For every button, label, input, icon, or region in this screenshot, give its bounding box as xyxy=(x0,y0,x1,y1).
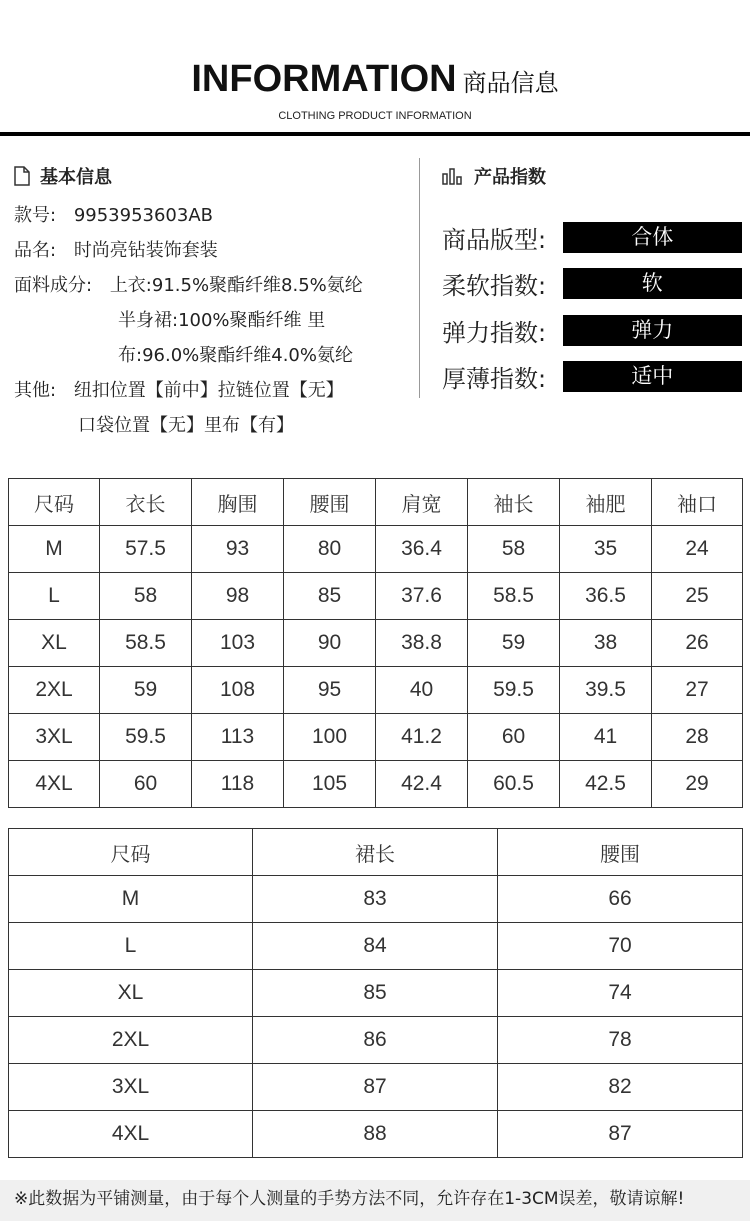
table-cell: 87 xyxy=(498,1111,743,1158)
other-line-2: 口袋位置【无】里布【有】 xyxy=(78,415,294,436)
table-cell: 41.2 xyxy=(376,714,468,761)
other-row xyxy=(14,373,409,408)
fabric-label: 面料成分: xyxy=(14,275,93,296)
table-row xyxy=(9,620,743,667)
header-cell: 袖长 xyxy=(468,479,560,526)
document-icon xyxy=(14,166,30,186)
style-no-row xyxy=(14,198,409,233)
index-label-thickness: 厚薄指数: xyxy=(442,365,547,394)
table-cell: 85 xyxy=(253,970,498,1017)
top-size-table xyxy=(8,478,743,808)
table-cell: 2XL xyxy=(9,1017,253,1064)
table-cell: M xyxy=(9,526,100,573)
table-cell: 35 xyxy=(560,526,652,573)
product-index-heading xyxy=(442,160,742,192)
measurement-note: ※此数据为平铺测量，由于每个人测量的手势方法不同，允许存在1-3CM误差，敬请谅解! xyxy=(0,1180,750,1221)
table-cell: 88 xyxy=(253,1111,498,1158)
table-cell: 93 xyxy=(192,526,284,573)
table-cell: 36.5 xyxy=(560,573,652,620)
table-cell: 59 xyxy=(100,667,192,714)
header-cell: 裙长 xyxy=(253,829,498,876)
table-header-row xyxy=(9,829,743,876)
index-row-softness xyxy=(442,261,742,308)
index-value-thickness: 适中 xyxy=(563,361,742,392)
table-cell: 39.5 xyxy=(560,667,652,714)
table-cell: 95 xyxy=(284,667,376,714)
table-cell: 25 xyxy=(652,573,743,620)
index-value-softness: 软 xyxy=(563,268,742,299)
table-cell: 36.4 xyxy=(376,526,468,573)
table-row xyxy=(9,970,743,1017)
table-row xyxy=(9,1111,743,1158)
table-cell: 60 xyxy=(100,761,192,808)
fabric-line-1: 上衣:91.5%聚酯纤维8.5%氨纶 xyxy=(109,275,363,296)
header-cell: 腰围 xyxy=(284,479,376,526)
skirt-size-table xyxy=(8,828,743,1158)
table-cell: 28 xyxy=(652,714,743,761)
basic-info-heading xyxy=(14,160,409,192)
table-cell: 41 xyxy=(560,714,652,761)
table-cell: 37.6 xyxy=(376,573,468,620)
product-name-row xyxy=(14,233,409,268)
table-cell: 4XL xyxy=(9,1111,253,1158)
header-cell: 衣长 xyxy=(100,479,192,526)
table-cell: M xyxy=(9,876,253,923)
index-value-fit: 合体 xyxy=(563,222,742,253)
table-cell: 57.5 xyxy=(100,526,192,573)
table-row xyxy=(9,1064,743,1111)
table-cell: 58 xyxy=(100,573,192,620)
table-cell: 113 xyxy=(192,714,284,761)
table-cell: 66 xyxy=(498,876,743,923)
table-cell: 3XL xyxy=(9,1064,253,1111)
fabric-line-3: 布:96.0%聚酯纤维4.0%氨纶 xyxy=(118,345,353,366)
header-cell: 尺码 xyxy=(9,829,253,876)
table-cell: 58.5 xyxy=(100,620,192,667)
table-row xyxy=(9,923,743,970)
table-row xyxy=(9,876,743,923)
header-cell: 肩宽 xyxy=(376,479,468,526)
index-list xyxy=(442,214,742,400)
index-label-fit: 商品版型: xyxy=(442,225,547,254)
table-cell: 38.8 xyxy=(376,620,468,667)
fabric-row xyxy=(14,268,409,303)
table-row xyxy=(9,714,743,761)
table-cell: 58 xyxy=(468,526,560,573)
product-index-section xyxy=(442,160,742,400)
header-cell: 袖肥 xyxy=(560,479,652,526)
title-row xyxy=(0,58,750,101)
table-cell: 26 xyxy=(652,620,743,667)
table-cell: 2XL xyxy=(9,667,100,714)
table-cell: 3XL xyxy=(9,714,100,761)
table-cell: 80 xyxy=(284,526,376,573)
table-cell: 42.4 xyxy=(376,761,468,808)
index-row-thickness xyxy=(442,354,742,401)
table-cell: 60.5 xyxy=(468,761,560,808)
index-row-fit xyxy=(442,214,742,261)
table-cell: 70 xyxy=(498,923,743,970)
table-row xyxy=(9,573,743,620)
style-no-value: 9953953603AB xyxy=(73,205,213,226)
style-no-label: 款号: xyxy=(14,205,57,226)
table-cell: 118 xyxy=(192,761,284,808)
table-row xyxy=(9,761,743,808)
index-label-elasticity: 弹力指数: xyxy=(442,318,547,347)
index-label-softness: 柔软指数: xyxy=(442,272,547,301)
table-cell: 105 xyxy=(284,761,376,808)
table-row xyxy=(9,1017,743,1064)
table-cell: 59 xyxy=(468,620,560,667)
table-cell: 86 xyxy=(253,1017,498,1064)
product-index-title: 产品指数 xyxy=(474,167,546,188)
table-cell: XL xyxy=(9,970,253,1017)
table-cell: 98 xyxy=(192,573,284,620)
table-cell: 84 xyxy=(253,923,498,970)
table-header-row xyxy=(9,479,743,526)
product-name-value: 时尚亮钻装饰套装 xyxy=(73,240,218,261)
table-cell: 83 xyxy=(253,876,498,923)
table-cell: 42.5 xyxy=(560,761,652,808)
table-cell: L xyxy=(9,923,253,970)
table-cell: 38 xyxy=(560,620,652,667)
table-cell: 90 xyxy=(284,620,376,667)
page-header xyxy=(0,0,750,137)
table-cell: XL xyxy=(9,620,100,667)
table-cell: 108 xyxy=(192,667,284,714)
index-value-elasticity: 弹力 xyxy=(563,315,742,346)
table-cell: 59.5 xyxy=(468,667,560,714)
basic-info-section xyxy=(14,160,409,443)
basic-info-title: 基本信息 xyxy=(40,167,112,188)
table-cell: L xyxy=(9,573,100,620)
header-cell: 尺码 xyxy=(9,479,100,526)
table-cell: 100 xyxy=(284,714,376,761)
header-cell: 胸围 xyxy=(192,479,284,526)
table-cell: 27 xyxy=(652,667,743,714)
table-cell: 29 xyxy=(652,761,743,808)
table-cell: 24 xyxy=(652,526,743,573)
subtitle: CLOTHING PRODUCT INFORMATION xyxy=(278,110,472,122)
header-cell: 袖口 xyxy=(652,479,743,526)
table-row xyxy=(9,526,743,573)
title-cn: 商品信息 xyxy=(462,69,559,97)
product-name-label: 品名: xyxy=(14,240,57,261)
vertical-divider xyxy=(419,158,420,398)
table-cell: 78 xyxy=(498,1017,743,1064)
table-cell: 40 xyxy=(376,667,468,714)
header-cell: 腰围 xyxy=(498,829,743,876)
table-cell: 103 xyxy=(192,620,284,667)
table-cell: 74 xyxy=(498,970,743,1017)
table-cell: 58.5 xyxy=(468,573,560,620)
index-row-elasticity xyxy=(442,307,742,354)
other-line-1: 纽扣位置【前中】拉链位置【无】 xyxy=(73,380,344,401)
table-cell: 60 xyxy=(468,714,560,761)
table-cell: 82 xyxy=(498,1064,743,1111)
other-label: 其他: xyxy=(14,380,57,401)
fabric-line-2: 半身裙:100%聚酯纤维 里 xyxy=(118,310,326,331)
table-cell: 85 xyxy=(284,573,376,620)
bar-chart-icon xyxy=(442,167,462,185)
table-cell: 4XL xyxy=(9,761,100,808)
table-cell: 59.5 xyxy=(100,714,192,761)
table-row xyxy=(9,667,743,714)
title-en: INFORMATION xyxy=(191,58,457,100)
header-divider xyxy=(0,132,750,136)
table-cell: 87 xyxy=(253,1064,498,1111)
